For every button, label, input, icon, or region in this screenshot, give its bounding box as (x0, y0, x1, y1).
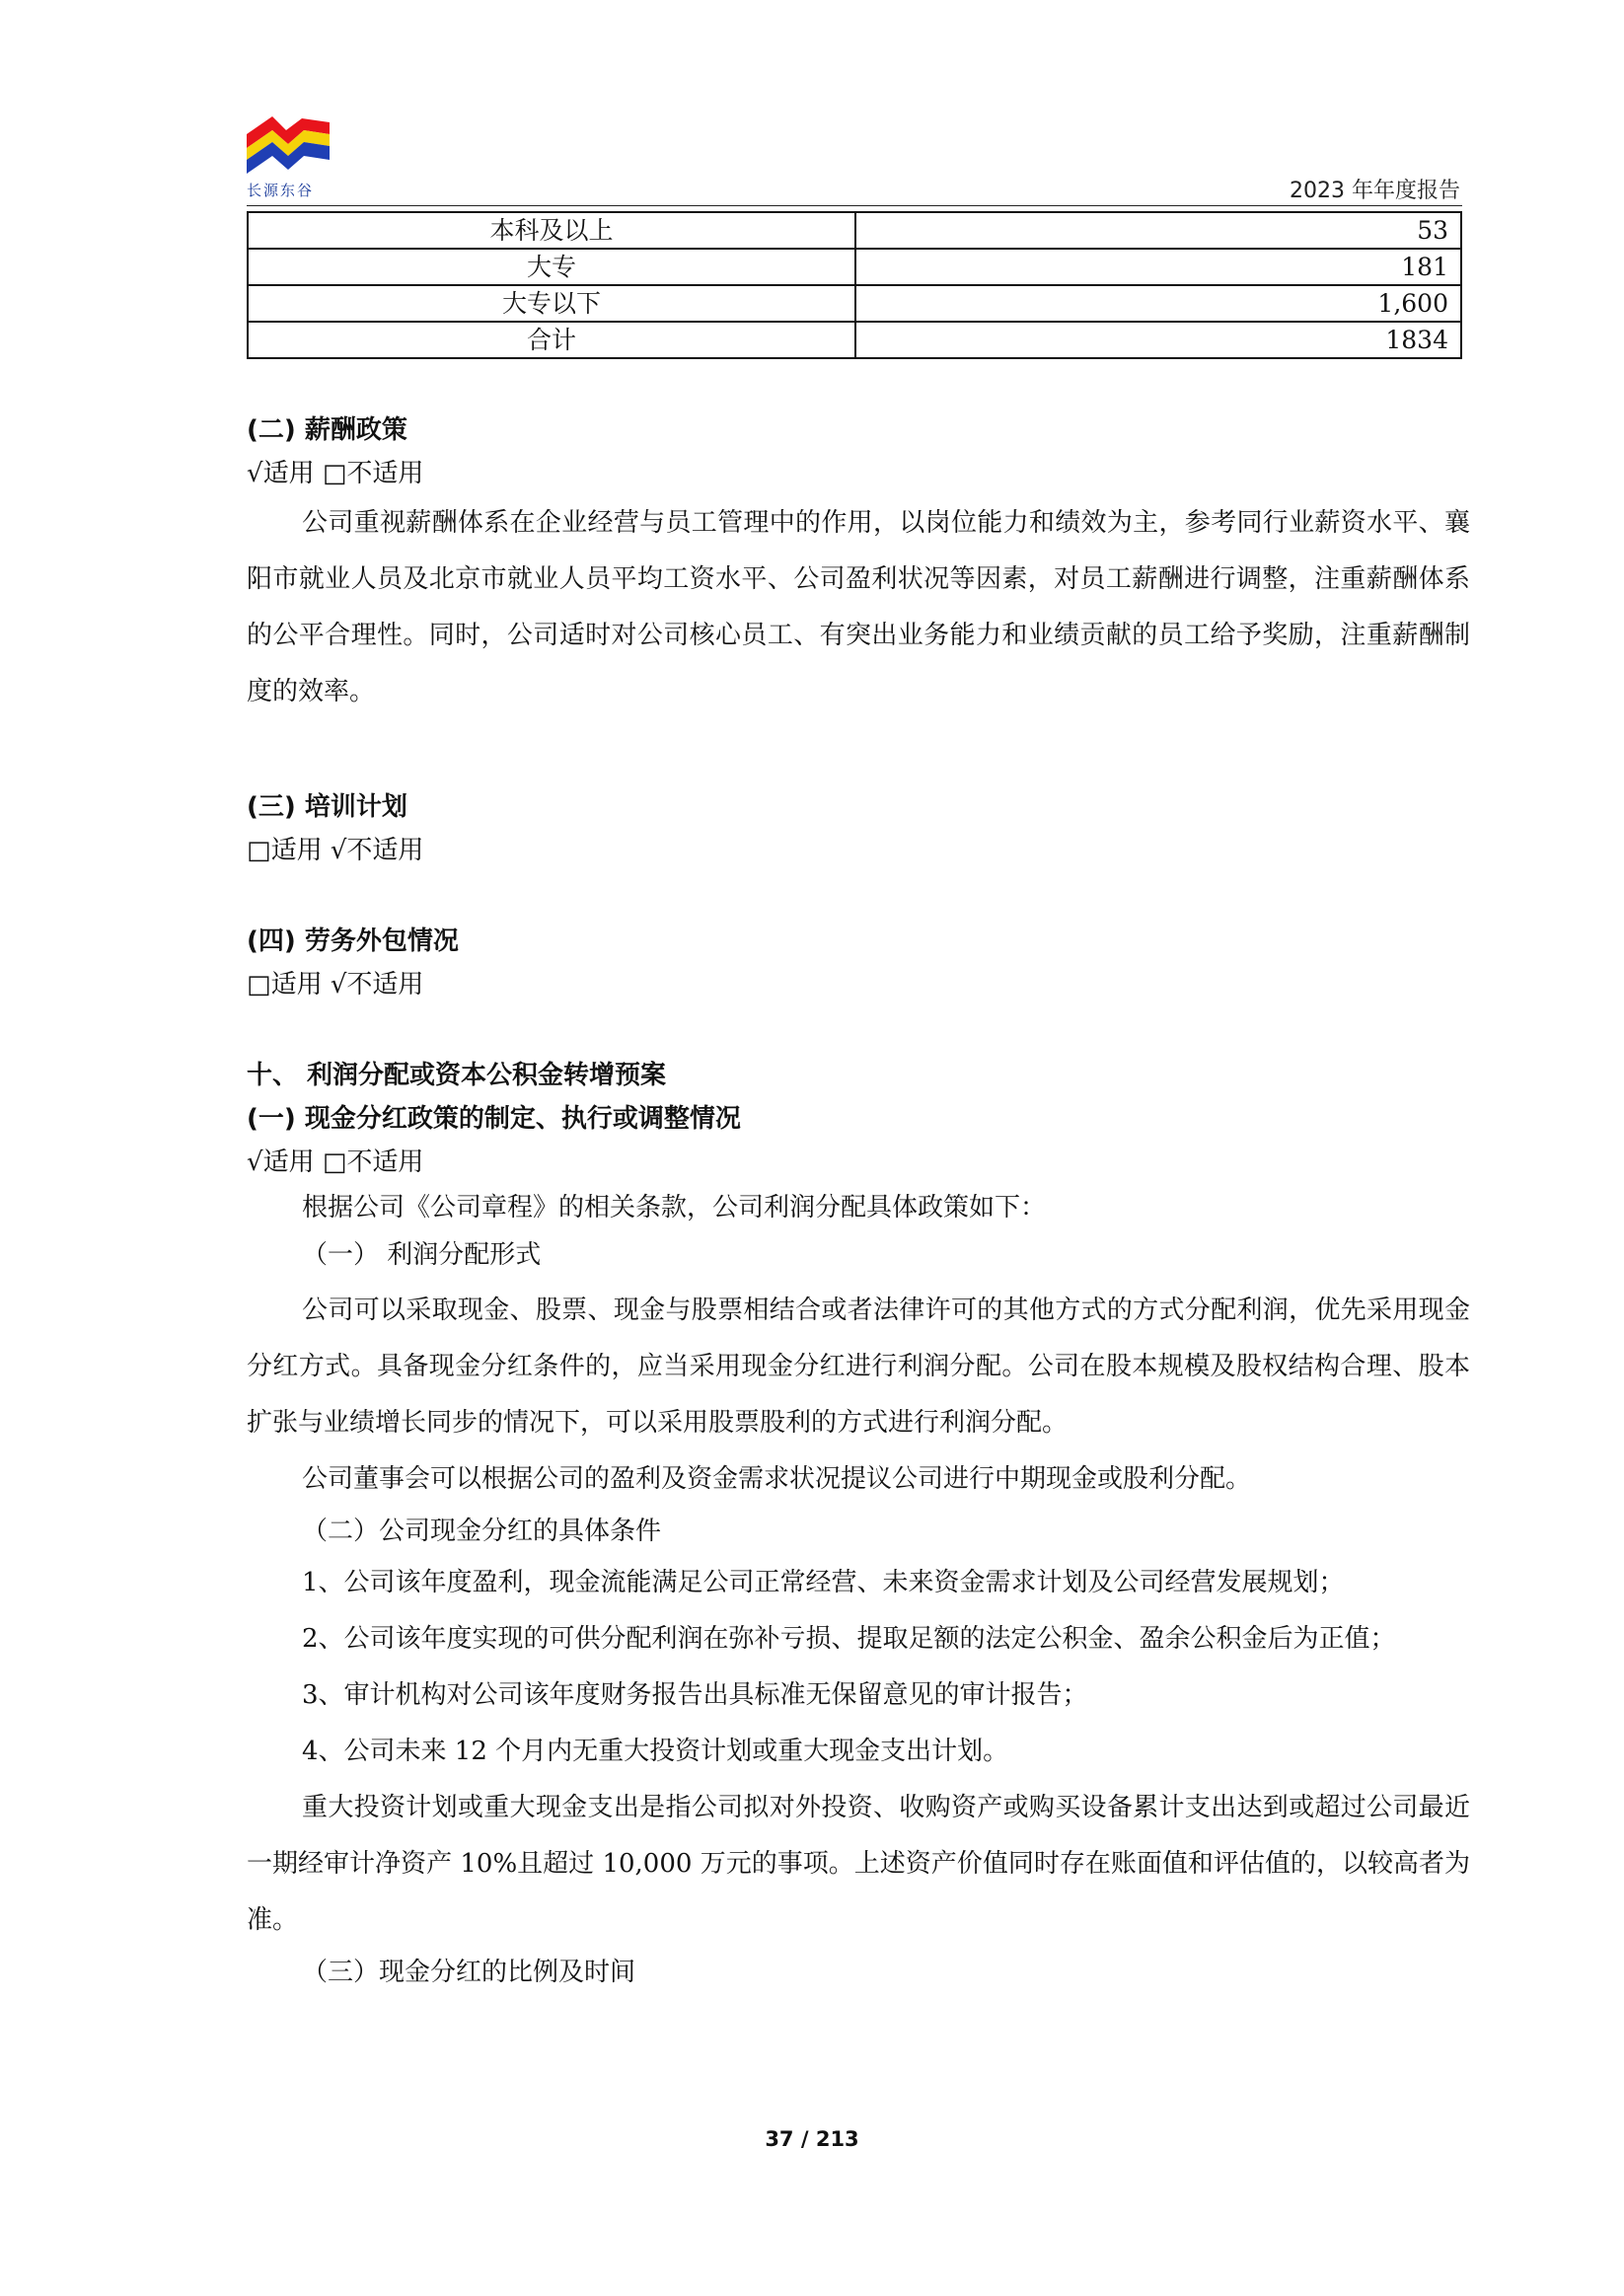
table-cell-value: 53 (855, 212, 1461, 249)
table-cell-label: 本科及以上 (248, 212, 855, 249)
condition-2: 2、公司该年度实现的可供分配利润在弥补亏损、提取足额的法定公积金、盈余公积金后为正值； (302, 1624, 1396, 1654)
salary-paragraph: 公司重视薪酬体系在企业经营与员工管理中的作用，以岗位能力和绩效为主，参考同行业薪资水平、襄阳市就业人员及北京市就业人员平均工资水平、公司盈利状况等因素，对员工薪酬进行调整，注重薪酬体系的公平合理性。同时，公司适时对公司核心员工、有突出业务能力和业绩贡献的员工给予奖励，注重薪酬制度的效率。 (247, 508, 1470, 706)
table-cell-value: 1834 (855, 322, 1461, 358)
report-title: 2023 年年度报告 (1290, 179, 1460, 203)
salary-applicability: √适用 □不适用 (247, 459, 424, 488)
dividend-conditions-title: （二）公司现金分红的具体条件 (302, 1517, 662, 1546)
outsourcing-heading: (四) 劳务外包情况 (247, 926, 459, 956)
table-cell-label: 大专以下 (248, 285, 855, 322)
cash-dividend-heading: (一) 现金分红政策的制定、执行或调整情况 (247, 1104, 741, 1134)
salary-heading: (二) 薪酬政策 (247, 415, 407, 445)
company-logo (247, 116, 330, 203)
document-body (247, 408, 1470, 1996)
table-row (248, 322, 1461, 358)
training-applicability: □适用 √不适用 (247, 836, 424, 865)
table-cell-label: 大专 (248, 249, 855, 285)
table-row (248, 285, 1461, 322)
table-row (248, 212, 1461, 249)
policy-intro: 根据公司《公司章程》的相关条款，公司利润分配具体政策如下： (302, 1193, 1047, 1222)
interim-distribution-paragraph: 公司董事会可以根据公司的盈利及资金需求状况提议公司进行中期现金或股利分配。 (302, 1464, 1252, 1494)
header-divider (247, 205, 1462, 206)
condition-4: 4、公司未来 12 个月内无重大投资计划或重大现金支出计划。 (302, 1737, 1009, 1766)
dividend-ratio-title: （三）现金分红的比例及时间 (302, 1958, 636, 1987)
table-row (248, 249, 1461, 285)
logo-stripes-icon (247, 116, 330, 178)
profit-section-heading: 十、 利润分配或资本公积金转增预案 (247, 1061, 667, 1090)
major-investment-paragraph: 重大投资计划或重大现金支出是指公司拟对外投资、收购资产或购买设备累计支出达到或超过公司最近一期经审计净资产 10%且超过 10,000 万元的事项。上述资产价值同时存在账面值和评估值的，以较高者为准。 (247, 1793, 1470, 1935)
distribution-form-paragraph: 公司可以采取现金、股票、现金与股票相结合或者法律许可的其他方式的方式分配利润，优先采用现金分红方式。具备现金分红条件的，应当采用现金分红进行利润分配。公司在股本规模及股权结构合理、股本扩张与业绩增长同步的情况下，可以采用股票股利的方式进行利润分配。 (247, 1296, 1470, 1438)
table-cell-value: 181 (855, 249, 1461, 285)
outsourcing-applicability: □适用 √不适用 (247, 970, 424, 1000)
condition-3: 3、审计机构对公司该年度财务报告出具标准无保留意见的审计报告； (302, 1680, 1088, 1710)
table-cell-value: 1,600 (855, 285, 1461, 322)
education-table (247, 211, 1462, 359)
cash-dividend-applicability: √适用 □不适用 (247, 1148, 424, 1177)
distribution-form-title: （一） 利润分配形式 (302, 1240, 542, 1270)
condition-1: 1、公司该年度盈利，现金流能满足公司正常经营、未来资金需求计划及公司经营发展规划； (302, 1568, 1345, 1597)
page-number: 37 / 213 (765, 2127, 859, 2151)
logo-text: 长源东谷 (247, 182, 315, 199)
table-cell-label: 合计 (248, 322, 855, 358)
training-heading: (三) 培训计划 (247, 792, 407, 822)
